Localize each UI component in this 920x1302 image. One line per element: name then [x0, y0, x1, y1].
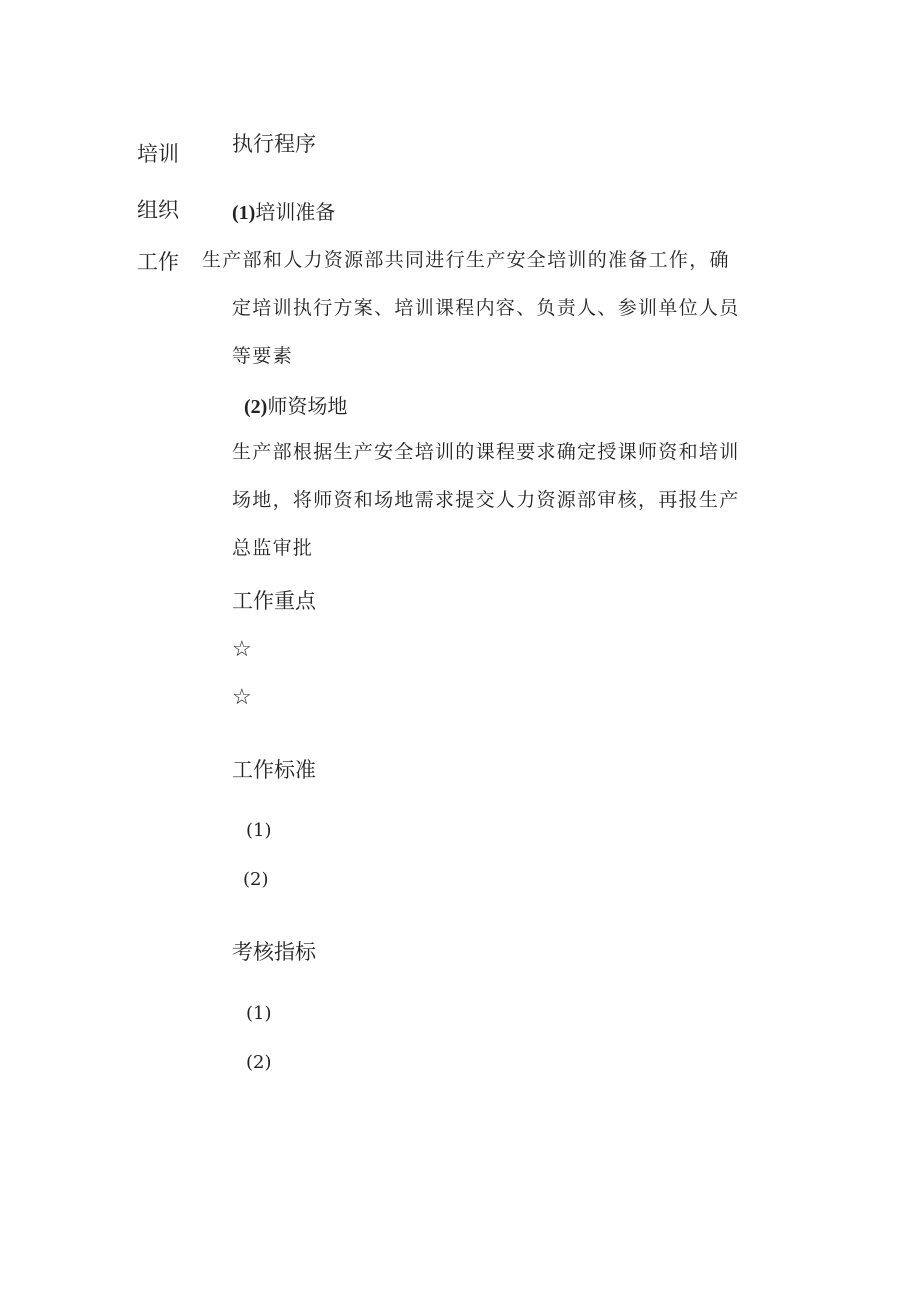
step2-line2: 场地，将师资和场地需求提交人力资源部审核，再报生产: [232, 489, 740, 511]
standards-item-2: (2): [243, 869, 269, 890]
section-title: 执行程序: [232, 132, 316, 156]
step1-line1: 生产部和人力资源部共同进行生产安全培训的准备工作，确: [202, 249, 730, 271]
step1-heading: [232, 202, 335, 223]
step1-number: (1): [232, 202, 256, 224]
step1-line3: 等要素: [232, 345, 293, 367]
step1-line2: 定培训执行方案、培训课程内容、负责人、参训单位人员: [232, 297, 740, 319]
step2-line3: 总监审批: [232, 537, 314, 559]
star-icon: ☆: [232, 685, 252, 710]
step2-line1: 生产部根据生产安全培训的课程要求确定授课师资和培训: [232, 441, 740, 463]
sidebar-label-line3: 工作: [137, 250, 179, 274]
indicators-item-1: (1): [246, 1003, 272, 1024]
standards-item-1: (1): [246, 820, 272, 841]
standards-title: 工作标准: [232, 758, 316, 782]
sidebar-label-line2: 组织: [137, 198, 179, 222]
sidebar-label-line3-clip: [137, 250, 187, 274]
step2-number: (2): [244, 396, 268, 418]
step1-title: 培训准备: [255, 200, 336, 224]
star-icon: ☆: [232, 637, 252, 662]
step2-title: 师资场地: [267, 394, 348, 418]
step2-heading: [244, 396, 347, 417]
indicators-title: 考核指标: [232, 940, 316, 964]
sidebar-label-line1: 培训: [137, 142, 179, 166]
indicators-item-2: (2): [246, 1052, 272, 1073]
key-points-title: 工作重点: [232, 589, 316, 613]
